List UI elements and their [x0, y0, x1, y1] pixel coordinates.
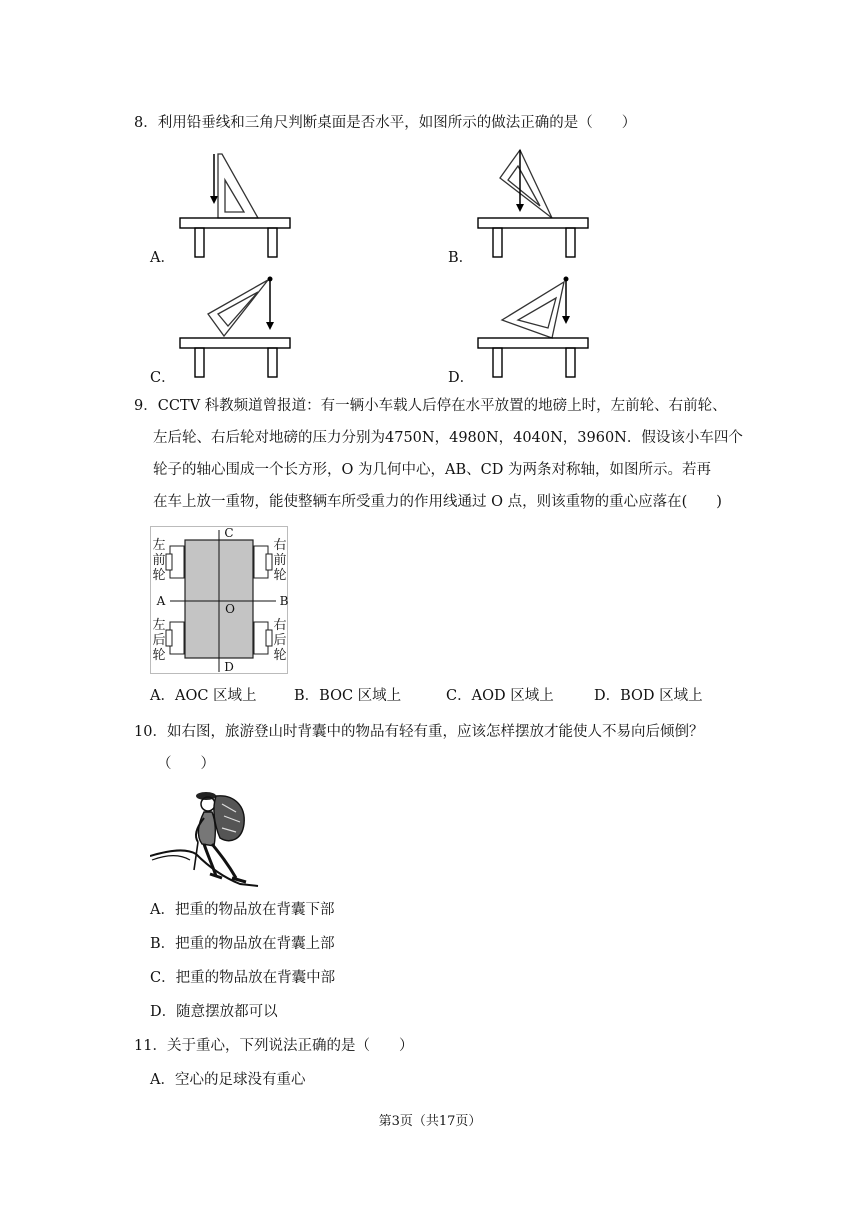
- label-a: A: [156, 594, 166, 608]
- figure-8d: [476, 274, 598, 380]
- hiker-illustration: [150, 784, 262, 888]
- figure-8d-label: D．: [448, 370, 475, 386]
- question-9-line-3: 轮子的轴心围成一个长方形，O 为几何中心，AB、CD 为两条对称轴，如图所示。若再: [153, 462, 711, 478]
- question-10-stem: 10．如右图，旅游登山时背囊中的物品有轻有重，应该怎样摆放才能使人不易向后倾倒？: [134, 724, 704, 740]
- question-9-line-4: 在车上放一重物，能使整辆车所受重力的作用线通过 O 点，则该重物的重心应落在( ): [153, 494, 722, 510]
- figure-8a: [178, 150, 293, 260]
- q10-option-c: C．把重的物品放在背囊中部: [150, 970, 336, 986]
- label-right-rear: 右后轮: [273, 618, 287, 663]
- q10-option-a: A．把重的物品放在背囊下部: [150, 902, 335, 918]
- figure-8b-label: B．: [448, 250, 474, 266]
- q10-option-d: D．随意摆放都可以: [150, 1004, 278, 1020]
- figure-8b: [476, 148, 598, 260]
- question-9-line-1: 9．CCTV 科教频道曾报道：有一辆小车载人后停在水平放置的地磅上时，左前轮、右前轮、: [134, 398, 727, 414]
- car-diagram: [150, 526, 288, 674]
- label-o: O: [225, 602, 235, 616]
- q11-option-a: A．空心的足球没有重心: [150, 1072, 306, 1088]
- q10-option-b: B．把重的物品放在背囊上部: [150, 936, 335, 952]
- question-11-stem: 11．关于重心，下列说法正确的是（ ）: [134, 1038, 414, 1054]
- label-left-rear: 左后轮: [152, 618, 166, 663]
- page-footer: 第3页（共17页）: [378, 1114, 482, 1129]
- figure-8c-label: C．: [150, 370, 176, 386]
- figure-8c: [178, 274, 293, 380]
- figure-8a-label: A．: [150, 250, 175, 266]
- question-9-line-2: 左后轮、右后轮对地磅的压力分别为4750N，4980N，4040N，3960N．假设该小车四个: [153, 430, 743, 446]
- q9-option-d: D．BOD 区域上: [594, 688, 703, 704]
- label-c: C: [224, 526, 234, 540]
- q9-option-a: A．AOC 区域上: [150, 688, 257, 704]
- label-b: B: [279, 594, 289, 608]
- q9-option-c: C．AOD 区域上: [446, 688, 554, 704]
- label-d: D: [224, 660, 234, 674]
- label-right-front: 右前轮: [273, 538, 287, 583]
- label-left-front: 左前轮: [152, 538, 166, 583]
- q9-option-b: B．BOC 区域上: [294, 688, 402, 704]
- question-8-stem: 8．利用铅垂线和三角尺判断桌面是否水平，如图所示的做法正确的是（ ）: [134, 115, 637, 131]
- question-10-paren: （ ）: [157, 756, 215, 772]
